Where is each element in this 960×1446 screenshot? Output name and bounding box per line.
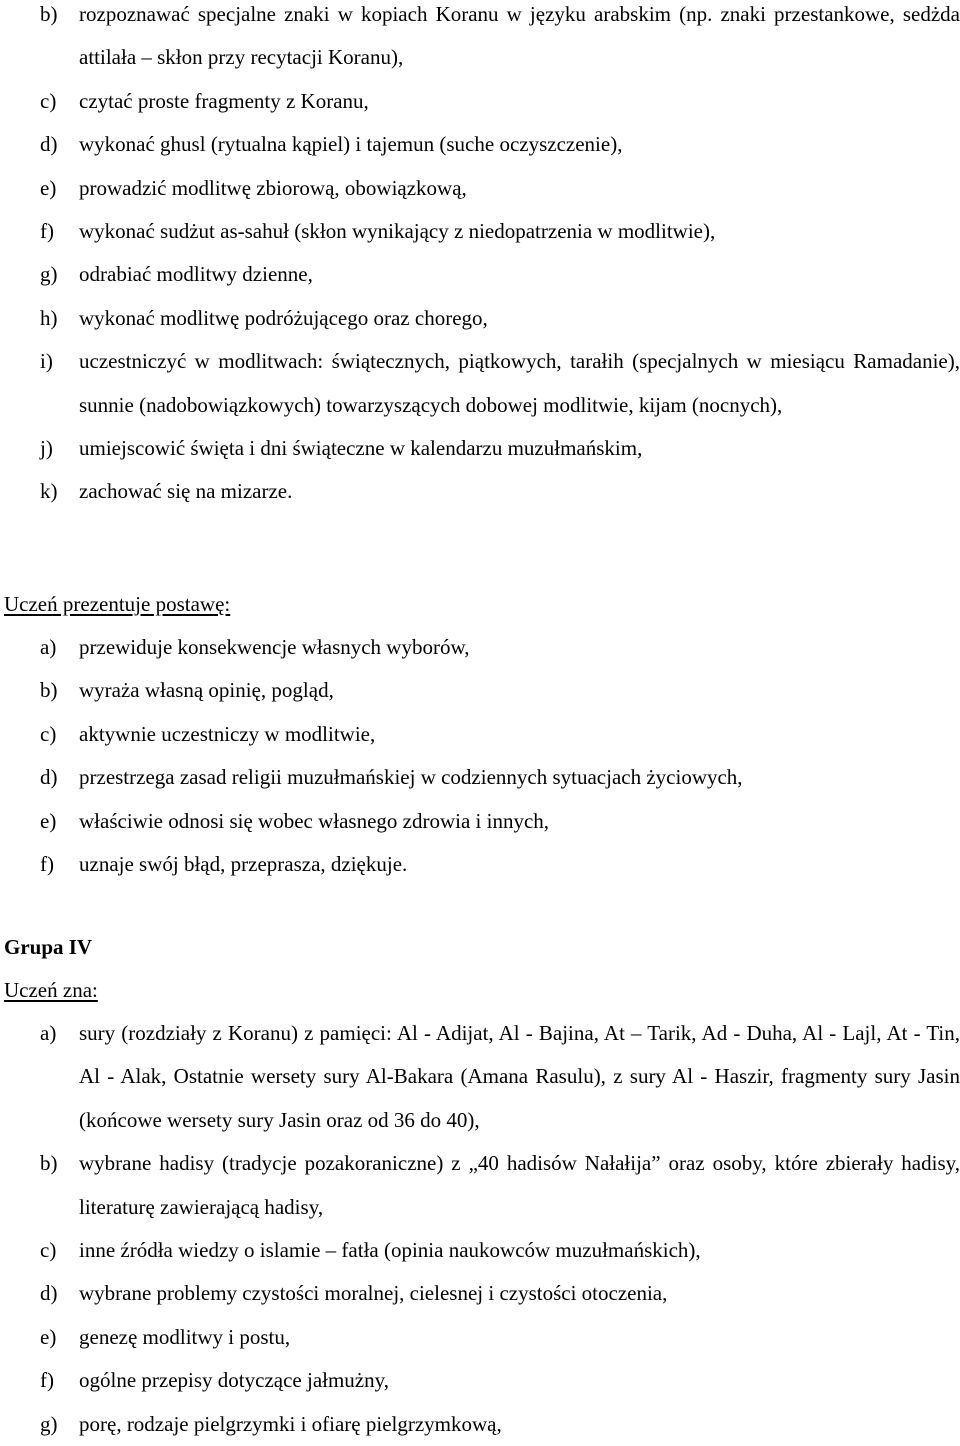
list-item [0, 1272, 960, 1315]
item-text: przewiduje konsekwencje własnych wyborów, [79, 635, 470, 659]
item-text: wykonać ghusl (rytualna kąpiel) i tajemun (suche oczyszczenie), [79, 132, 623, 157]
item-text: wyraża własną opinię, pogląd, [79, 678, 334, 703]
group-title: Grupa IV [4, 935, 93, 959]
list-item [0, 253, 960, 296]
item-letter: h) [40, 305, 58, 330]
item-text: genezę modlitwy i postu, [79, 1324, 291, 1349]
item-letter: j) [40, 436, 53, 461]
item-letter: b) [40, 678, 58, 703]
item-text: odrabiać modlitwy dzienne, [79, 262, 313, 287]
list-item [0, 1316, 960, 1359]
item-letter: f) [40, 219, 54, 244]
item-text: wykonać sudżut as-sahuł (skłon wynikający z niedopatrzenia w modlitwie), [79, 219, 716, 244]
item-text: wybrane problemy czystości moralnej, cielesnej i czystości otoczenia, [79, 1281, 668, 1306]
item-text: uczestniczyć w modlitwach: świątecznych, piątkowych, tarałih (specjalnych w miesiącu Ramadanie), sunnie (nadobowiązkowych) towarzyszących dobowej modlitwie, kijam (nocnych), [79, 349, 960, 417]
list-item [0, 800, 960, 843]
item-text: inne źródła wiedzy o islamie – fatła (opinia naukowców muzułmańskich), [79, 1238, 701, 1263]
item-text: wykonać modlitwę podróżującego oraz chorego, [79, 305, 488, 330]
item-text: rozpoznawać specjalne znaki w kopiach Koranu w języku arabskim (np. znaki przestankowe, sedżda attilała – skłon przy recytacji Koranu), [79, 2, 960, 70]
list-item [0, 427, 960, 470]
item-text: uznaje swój błąd, przeprasza, dziękuje. [79, 852, 408, 877]
item-letter: c) [40, 721, 57, 746]
item-letter: a) [40, 635, 57, 659]
list-item [0, 626, 960, 669]
list-item [0, 1359, 960, 1402]
knowledge-list [0, 1012, 960, 1446]
list-item [0, 843, 960, 886]
item-text: przestrzega zasad religii muzułmańskiej w codziennych sytuacjach życiowych, [79, 765, 743, 790]
item-text: czytać proste fragmenty z Koranu, [79, 88, 369, 113]
list-item [0, 340, 960, 427]
list-item [0, 123, 960, 166]
list-item [0, 1229, 960, 1272]
knowledge-heading: Uczeń zna: [4, 978, 98, 1002]
item-text: porę, rodzaje pielgrzymki i ofiarę pielgrzymkową, [79, 1411, 502, 1436]
item-text: właściwie odnosi się wobec własnego zdrowia i innych, [79, 808, 550, 833]
attitude-heading: Uczeń prezentuje postawę: [4, 592, 231, 616]
item-text: ogólne przepisy dotyczące jałmużny, [79, 1368, 390, 1393]
item-letter: e) [40, 808, 57, 833]
list-item [0, 470, 960, 513]
attitude-list [0, 626, 960, 886]
item-letter: d) [40, 132, 58, 157]
item-letter: e) [40, 1324, 57, 1349]
skills-list [0, 0, 960, 514]
item-letter: g) [40, 1411, 58, 1436]
item-letter: c) [40, 88, 57, 113]
item-letter: g) [40, 262, 58, 287]
list-item [0, 713, 960, 756]
item-letter: i) [40, 349, 53, 374]
item-letter: d) [40, 765, 58, 790]
item-text: zachować się na mizarze. [79, 479, 293, 504]
item-letter: k) [40, 479, 58, 504]
list-item [0, 669, 960, 712]
item-letter: b) [40, 1151, 58, 1176]
item-letter: f) [40, 1368, 54, 1393]
item-letter: f) [40, 852, 54, 877]
list-item [0, 756, 960, 799]
list-item [0, 210, 960, 253]
item-letter: a) [40, 1021, 57, 1045]
item-text: prowadzić modlitwę zbiorową, obowiązkową, [79, 175, 467, 200]
list-item [0, 1403, 960, 1446]
item-letter: b) [40, 2, 58, 26]
item-text: sury (rozdziały z Koranu) z pamięci: Al - Adijat, Al - Bajina, At – Tarik, Ad - Duha, Al - Lajl, At - Tin, Al - Alak, Ostatnie wersety sury Al-Bakara (Amana Rasulu), z sury Al - Haszir, fragmenty sury Jasin (końcowe wersety sury Jasin oraz od 36 do 40), [79, 1021, 960, 1132]
list-item [0, 1142, 960, 1229]
list-item [0, 0, 960, 80]
list-item [0, 297, 960, 340]
list-item [0, 1012, 960, 1142]
item-text: aktywnie uczestniczy w modlitwie, [79, 721, 376, 746]
item-letter: c) [40, 1238, 57, 1263]
list-item [0, 80, 960, 123]
item-letter: e) [40, 175, 57, 200]
item-text: wybrane hadisy (tradycje pozakoraniczne) z „40 hadisów Nałałija” oraz osoby, które zbierały hadisy, literaturę zawierającą hadisy, [79, 1151, 960, 1219]
list-item [0, 167, 960, 210]
item-letter: d) [40, 1281, 58, 1306]
item-text: umiejscowić święta i dni świąteczne w kalendarzu muzułmańskim, [79, 436, 643, 461]
